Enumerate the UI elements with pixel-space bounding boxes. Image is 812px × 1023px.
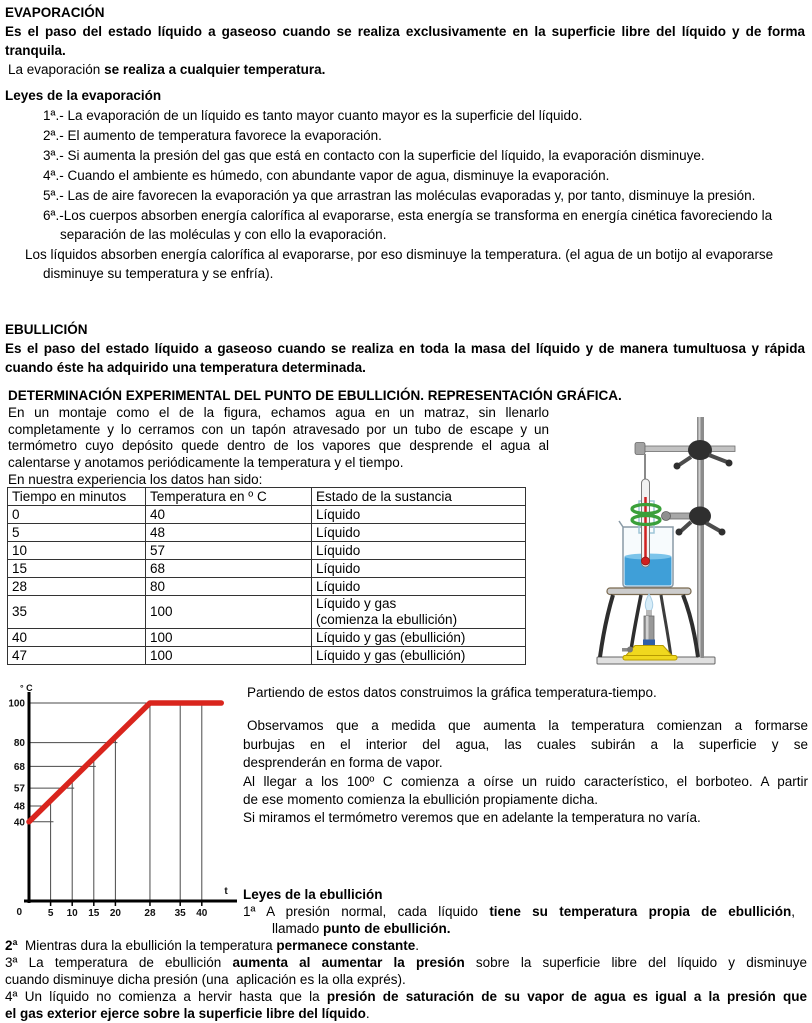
y-tick-label: 68: [13, 761, 25, 773]
table-row: [8, 542, 526, 560]
burner-barrel: [644, 616, 654, 640]
y-axis-label: ° C: [20, 683, 33, 693]
burner-barrel-highlight: [646, 616, 649, 640]
text-segment: 1ª A presión normal, cada líquido: [243, 904, 490, 920]
text-segment: 3ª La temperatura de ebullición: [5, 955, 233, 970]
text-segment: 2ª: [5, 938, 18, 953]
section-experimento: [8, 388, 622, 487]
table-cell: Líquido: [312, 524, 526, 542]
x-tick-label: 15: [88, 908, 100, 919]
law-item: 6ª.-Los cuerpos absorben energía calorífica al evaporarse, esta energía se transforma en energía cinética favoreciendo la separación de las moléculas y con ello la evaporación.: [43, 208, 773, 242]
table-header: Estado de la sustancia: [312, 488, 526, 506]
paragraph-line: En un montaje como el de la figura, echamos agua en un matraz, sin llenarlo: [8, 404, 549, 420]
mid-clamp-arm-knob: [662, 512, 671, 521]
ley-1-line: [243, 903, 795, 920]
table-cell: 100: [146, 647, 312, 665]
mid-clamp-knob: [719, 529, 726, 536]
law-item: 3ª.- Si aumenta la presión del gas que está en contacto con la superficie del líquido, la evaporación disminuye.: [43, 148, 705, 163]
y-tick-label: 48: [13, 801, 25, 813]
paragraph-line: termómetro cuyo depósito quede dentro de los vapores que desprende el agua al: [8, 438, 549, 454]
ley-1-line-2: [272, 920, 795, 937]
crossbar: [638, 446, 735, 452]
grafica-observations: [243, 717, 808, 827]
table-row: [8, 647, 526, 665]
evaporacion-title: EVAPORACIÓN: [5, 5, 105, 20]
burner-foot: [623, 656, 677, 661]
mid-clamp-screw2: [681, 522, 691, 531]
table-header-row: [8, 488, 526, 506]
table-cell: Líquido: [312, 578, 526, 596]
law-item: 5ª.- Las de aire favorecen la evaporación ya que arrastran las moléculas evaporadas y, por tanto, disminuye la presión.: [43, 188, 756, 203]
text-segment: cuando disminuye dicha presión (una aplicación es la olla exprés).: [5, 972, 406, 987]
section-leyes-ebullicion-bottom: [5, 937, 807, 1022]
thermometer-bulb: [642, 557, 650, 565]
table-cell: 47: [8, 647, 146, 665]
experimento-title: DETERMINACIÓN EXPERIMENTAL DEL PUNTO DE EBULLICIÓN. REPRESENTACIÓN GRÁFICA.: [8, 388, 622, 403]
top-clamp-knob2: [674, 463, 681, 470]
section-grafica-text: [243, 684, 808, 828]
text-segment: presión de saturación de su vapor de agua es igual a la presión que: [326, 989, 808, 1004]
ley-3-line: [5, 954, 807, 971]
table-row: [8, 506, 526, 524]
text-segment: sobre la superficie libre del líquido y disminuye: [464, 955, 807, 970]
y-tick-label: 57: [13, 783, 25, 795]
ley-2-line: [5, 937, 807, 954]
table-cell: 57: [146, 542, 312, 560]
obs-line: burbujas en el interior del agua, las cuales subirán a la superficie y se: [243, 736, 808, 752]
table-cell: Líquido: [312, 542, 526, 560]
mirar-line: Si miramos el termómetro veremos que en adelante la temperatura no varía.: [243, 810, 701, 826]
burner-collar: [643, 640, 655, 646]
top-clamp-screw: [709, 455, 727, 462]
paragraph-line: calentarse y anotamos periódicamente la temperatura y el tiempo.: [8, 455, 404, 471]
table-row: [8, 524, 526, 542]
table-cell: 35: [8, 596, 146, 629]
text-segment: aumenta al aumentar la presión: [232, 955, 465, 970]
origin-label: 0: [16, 907, 22, 918]
text-segment: 4ª Un líquido no comienza a hervir hasta que la: [5, 989, 327, 1004]
table-cell: 40: [146, 506, 312, 524]
burner-valve-knob: [627, 647, 633, 653]
x-tick-label: 5: [47, 908, 54, 919]
law-item: 2ª.- El aumento de temperatura favorece la evaporación.: [43, 128, 382, 143]
text-segment: .: [365, 1006, 370, 1021]
text-segment: se realiza a cualquier temperatura.: [104, 62, 326, 77]
leyes-evaporacion-list: [5, 106, 807, 244]
leyes-evaporacion-title: Leyes de la evaporación: [5, 88, 162, 103]
top-clamp-screw2: [679, 457, 691, 465]
table-header: Temperatura en º C: [146, 488, 312, 506]
y-tick-label: 80: [13, 738, 25, 750]
x-tick-label: 10: [66, 908, 78, 919]
text-segment: .: [415, 938, 419, 953]
table-row: [8, 578, 526, 596]
y-tick-label: 40: [13, 817, 25, 829]
text-segment: tiene su temperatura propia de ebullición: [489, 904, 792, 920]
section-evaporacion: [5, 3, 807, 283]
paragraph-line: completamente y lo cerramos con un tapón atravesado por un tubo de escape y un: [8, 421, 549, 437]
tripod-leg: [683, 595, 698, 657]
table-cell: 40: [8, 629, 146, 647]
table-cell: 28: [8, 578, 146, 596]
table-cell: 48: [146, 524, 312, 542]
x-tick-label: 40: [196, 908, 208, 919]
temperature-time-chart: [8, 682, 243, 924]
table-cell: Líquido: [312, 506, 526, 524]
leyes-ebullicion-title: Leyes de la ebullición: [243, 887, 383, 902]
ley-4-line: [5, 988, 807, 1005]
mid-clamp-screw: [706, 523, 720, 531]
table-row: [8, 629, 526, 647]
evaporacion-note: Los líquidos absorben energía calorífica al evaporarse, por eso disminuye la temperatura. (el agua de un botijo al evaporarse disminuye su temperatura y se enfría).: [25, 247, 774, 281]
llegar-line: Al llegar a los 100º C comienza a oírse un ruido característico, el borboteo. A partir: [243, 773, 808, 789]
experimento-data-intro: En nuestra experiencia los datos han sido:: [8, 471, 263, 487]
experimento-paragraph: [8, 405, 549, 472]
x-tick-label: 20: [109, 908, 121, 919]
text-segment: Mientras dura la ebullición la temperatura: [17, 938, 277, 953]
x-tick-label: 35: [174, 908, 186, 919]
text-segment: llamado: [272, 921, 324, 937]
x-axis-label: t: [224, 886, 228, 897]
table-cell: 100: [146, 629, 312, 647]
law-item: 1ª.- La evaporación de un líquido es tanto mayor cuanto mayor es la superficie del líquido.: [43, 108, 583, 123]
section-leyes-ebullicion: [243, 886, 795, 938]
table-cell: 100: [146, 596, 312, 629]
table-cell: 68: [146, 560, 312, 578]
mid-clamp-knob2: [676, 529, 683, 536]
text-segment: el gas exterior ejerce sobre la superficie libre del líquido: [5, 1006, 366, 1021]
ebullicion-definition: Es el paso del estado líquido a gaseoso cuando se realiza en toda la masa del líquido y de manera tumultuosa y rápida cuando éste ha adquirido una temperatura determinada.: [5, 341, 805, 375]
tripod-leg: [600, 595, 613, 657]
table-cell: 0: [8, 506, 146, 524]
table-header: Tiempo en minutos: [8, 488, 146, 506]
table-cell: 5: [8, 524, 146, 542]
y-tick-label: 100: [8, 698, 25, 710]
table-cell: Líquido y gas (ebullición): [312, 647, 526, 665]
chart-svg: [8, 682, 243, 924]
table-cell: 15: [8, 560, 146, 578]
crossbar-left-clip: [635, 443, 645, 455]
obs-line: Observamos que a medida que aumenta la temperatura comienzan a formarse: [247, 718, 808, 734]
llegar-line: de ese momento comienza la ebullición propiamente dicha.: [243, 792, 598, 808]
lab-apparatus-illustration: [583, 405, 808, 677]
top-clamp: [688, 440, 712, 460]
text-segment: permanece constante: [276, 938, 416, 953]
evaporacion-temperature-note: [5, 60, 807, 79]
text-segment: punto de ebullición.: [323, 921, 451, 937]
table-cell: Líquido: [312, 560, 526, 578]
table-cell: Líquido y gas (comienza la ebullición): [312, 596, 526, 629]
table-row: [8, 596, 526, 629]
measurement-table: [7, 487, 526, 665]
ley-3-line-2: [5, 971, 807, 988]
law-item: 4ª.- Cuando el ambiente es húmedo, con abundante vapor de agua, disminuye la evaporación.: [43, 168, 610, 183]
ley-4-line-2: [5, 1005, 807, 1022]
text-segment: La evaporación: [8, 62, 105, 77]
ebullicion-title: EBULLICIÓN: [5, 322, 88, 337]
obs-line: desprenderán en forma de vapor.: [243, 755, 443, 771]
table-cell: 80: [146, 578, 312, 596]
temperature-line: [29, 703, 221, 822]
text-segment: ,: [791, 904, 795, 920]
evaporacion-definition: Es el paso del estado líquido a gaseoso cuando se realiza exclusivamente en la superficie libre del líquido y de forma tranquila.: [5, 24, 805, 58]
grafica-intro: Partiendo de estos datos construimos la gráfica temperatura-tiempo.: [247, 685, 657, 700]
table-cell: 10: [8, 542, 146, 560]
table-row: [8, 560, 526, 578]
table-cell: Líquido y gas (ebullición): [312, 629, 526, 647]
x-tick-label: 28: [144, 908, 156, 919]
section-ebullicion: [5, 320, 807, 377]
top-clamp-knob: [726, 460, 733, 467]
